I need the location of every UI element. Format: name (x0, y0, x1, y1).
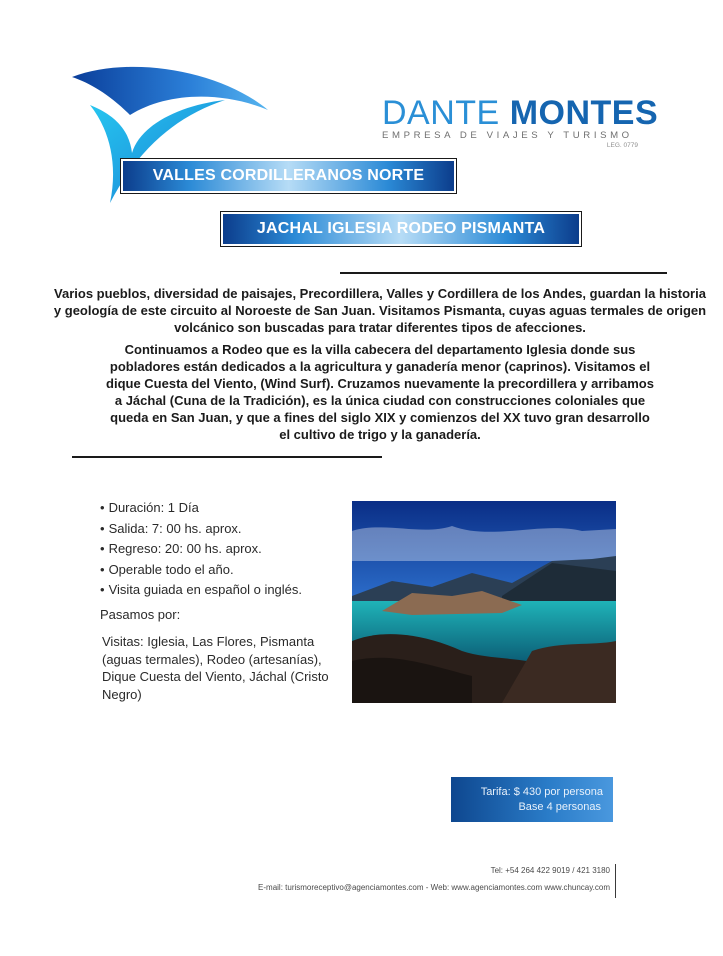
route-banner-title: JACHAL IGLESIA RODEO PISMANTA (223, 214, 579, 244)
company-name (382, 94, 659, 132)
tour-description (50, 285, 710, 448)
region-banner-title: VALLES CORDILLERANOS NORTE (123, 161, 454, 191)
landscape-photo (352, 501, 616, 703)
footer-contact: E-mail: turismoreceptivo@agenciamontes.com - Web: www.agenciamontes.com www.chuncay.com (258, 883, 610, 892)
pasamos-title: Pasamos por: (100, 606, 181, 622)
price-box (451, 777, 613, 822)
tour-details (100, 498, 330, 703)
footer-divider (615, 864, 616, 898)
company-legajo: LEG. 0779 (606, 142, 638, 149)
detail-return: • Regreso: 20: 00 hs. aprox. (100, 539, 330, 560)
divider-top (340, 272, 667, 274)
detail-guide: • Visita guiada en español o inglés. (100, 580, 330, 601)
detail-duration: • Duración: 1 Día (100, 498, 330, 519)
visits-list: Visitas: Iglesia, Las Flores, Pismanta (aguas termales), Rodeo (artesanías), Dique Cuesta del Viento, Jáchal (Cristo Negro) (102, 634, 329, 702)
route-banner (220, 211, 582, 247)
price-base: Base 4 personas (518, 801, 601, 813)
detail-operable: • Operable todo el año. (100, 560, 330, 581)
company-name-light: DANTE (382, 94, 500, 132)
company-brand (382, 94, 659, 149)
description-paragraph-1: Varios pueblos, diversidad de paisajes, Precordillera, Valles y Cordillera de los Andes, guardan la historia y geología de este circuito al Noroeste de San Juan. Visitamos Pismanta, cuyas aguas termales de origen volcánico son buscadas para tratar diferentes tipos de afecciones. (53, 286, 707, 335)
footer-phone: Tel: +54 264 422 9019 / 421 3180 (490, 866, 610, 875)
divider-bottom (72, 456, 382, 458)
region-banner (120, 158, 457, 194)
price-rate: Tarifa: $ 430 por persona (480, 786, 603, 798)
company-tagline: EMPRESA DE VIAJES Y TURISMO (382, 130, 633, 141)
description-paragraph-2: Continuamos a Rodeo que es la villa cabecera del departamento Iglesia donde sus pobladores están dedicados a la agricultura y ganadería menor (caprinos). Visitamos el dique Cuesta del Viento, (Wind Surf). Cruzamos nuevamente la precordillera y arribamos a Jáchal (Cuna de la Tradición), es la única ciudad con construcciones coloniales que queda en San Juan, y que a fines del siglo XIX y comienzos del XX tuvo gran desarrollo el cultivo de trigo y la ganadería. (106, 342, 654, 442)
company-name-bold: MONTES (509, 94, 659, 132)
detail-departure: • Salida: 7: 00 hs. aprox. (100, 519, 330, 540)
